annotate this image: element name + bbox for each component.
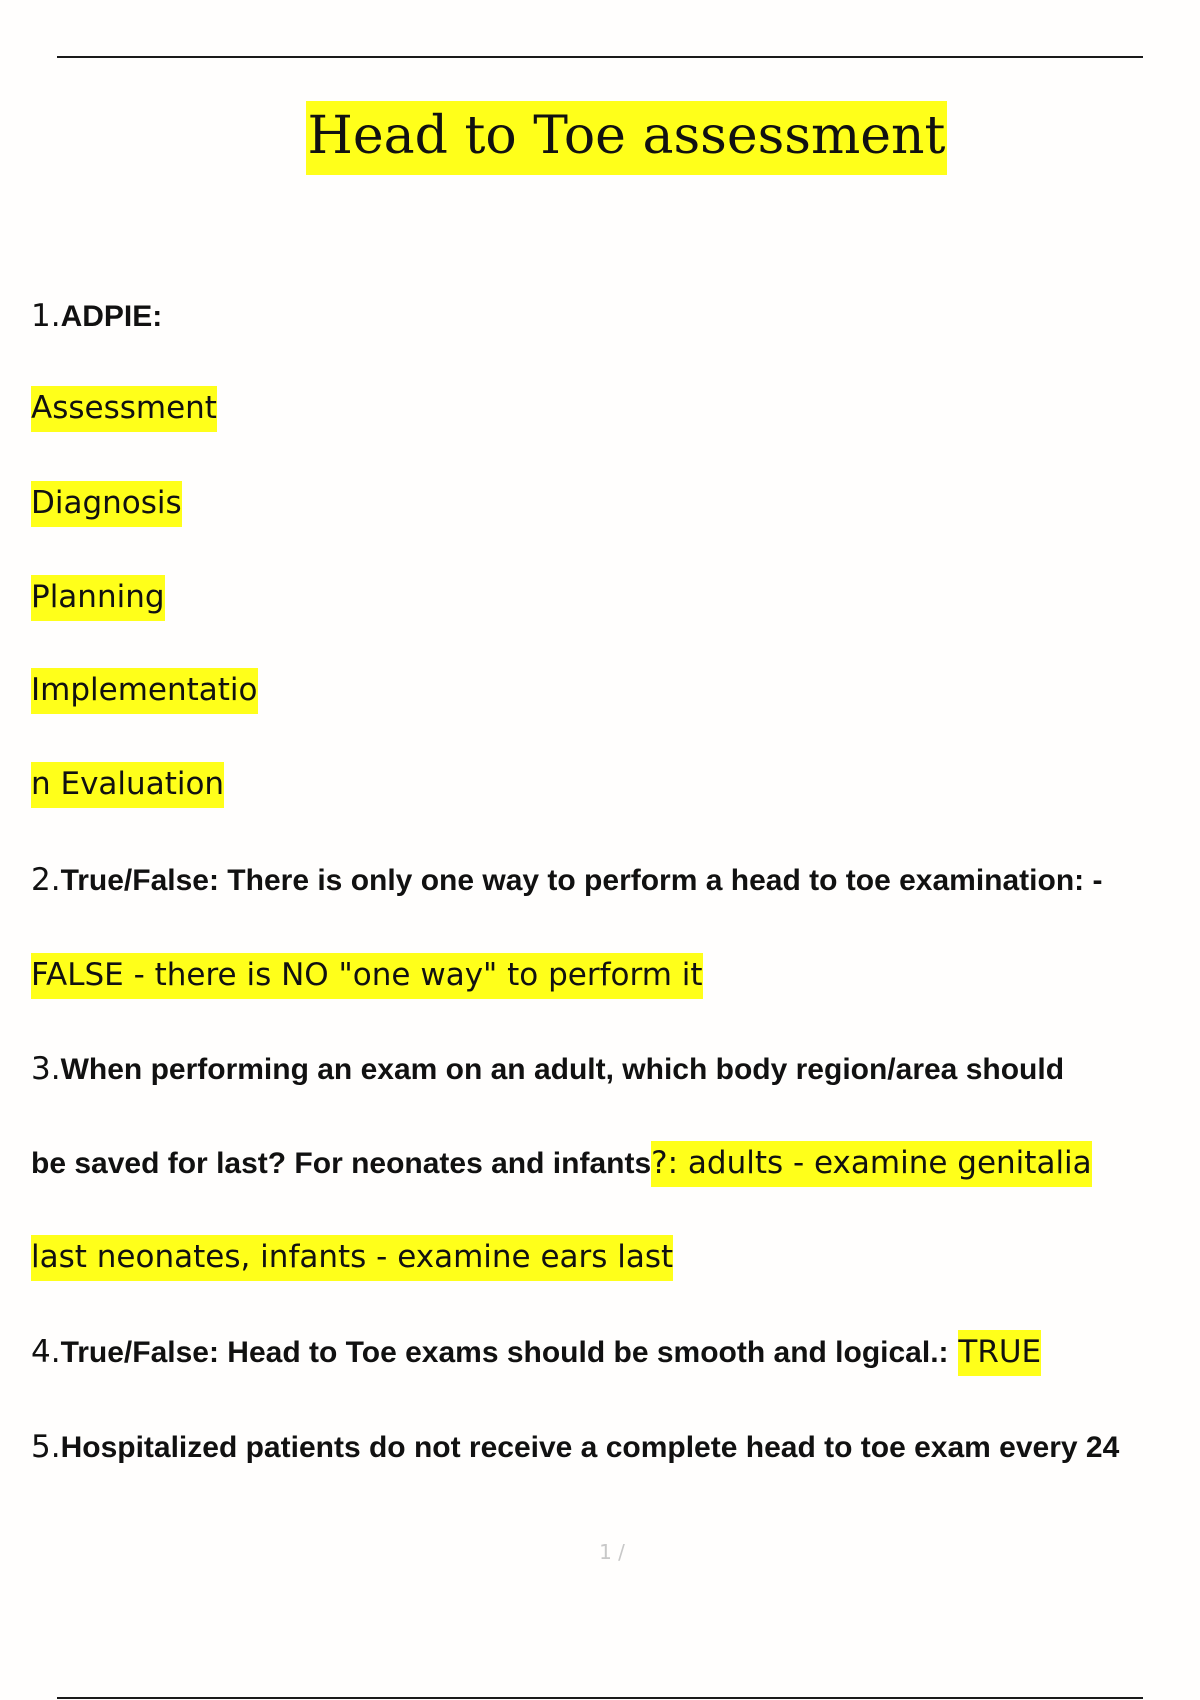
page-number: 1 /	[599, 1540, 625, 1564]
question-number: 3.	[31, 1051, 61, 1087]
answer-line: Assessment	[31, 393, 217, 424]
answer-line: n Evaluation	[31, 769, 224, 800]
top-rule	[57, 56, 1143, 58]
question-3	[31, 1051, 1065, 1087]
bottom-rule	[57, 1697, 1143, 1699]
answer-line: Diagnosis	[31, 488, 182, 519]
question-2	[31, 862, 1103, 898]
question-number: 5.	[31, 1429, 61, 1465]
question-4	[31, 1334, 1042, 1370]
question-text: True/False: Head to Toe exams should be smooth and logical.:	[60, 1336, 949, 1369]
question-text: be saved for last? For neonates and infants	[31, 1147, 652, 1180]
answer-line: FALSE - there is NO "one way" to perform it	[31, 960, 703, 991]
answer-text: TRUE	[958, 1330, 1041, 1376]
answer-line: Implementatio	[31, 675, 258, 706]
answer-line: last neonates, infants - examine ears last	[31, 1242, 673, 1273]
question-text: True/False: There is only one way to perform a head to toe examination: -	[60, 864, 1103, 897]
document-title: Head to Toe assessment	[0, 110, 1200, 162]
question-number: 1.	[31, 298, 61, 334]
question-number: 2.	[31, 862, 61, 898]
question-1	[31, 298, 163, 334]
answer-text: ?: adults - examine genitalia	[651, 1141, 1092, 1187]
question-5	[31, 1429, 1120, 1465]
question-text: When performing an exam on an adult, which body region/area should	[60, 1053, 1065, 1086]
question-3-continued	[31, 1145, 1092, 1181]
answer-line: Planning	[31, 582, 165, 613]
question-number: 4.	[31, 1334, 61, 1370]
question-text: Hospitalized patients do not receive a complete head to toe exam every 24	[60, 1431, 1120, 1464]
question-text: ADPIE:	[60, 300, 163, 333]
